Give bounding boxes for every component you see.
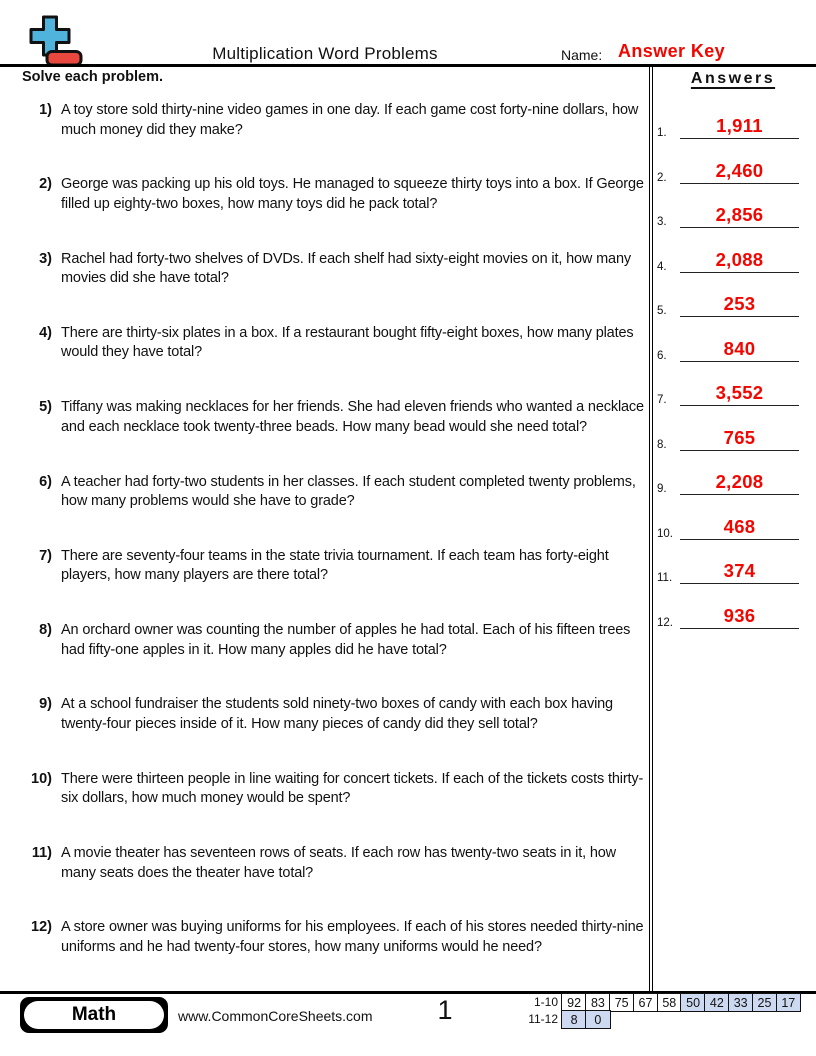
answer-value: 253	[680, 289, 799, 317]
problem-item	[21, 175, 652, 214]
problem-number: 1)	[39, 102, 52, 118]
problem-number: 2)	[39, 176, 52, 193]
header-rule	[0, 64, 816, 67]
subject-badge	[20, 997, 168, 1033]
answer-number: 8.	[657, 438, 667, 451]
answer-row	[656, 556, 804, 584]
score-cell: 17	[776, 993, 801, 1012]
answer-row	[656, 245, 804, 273]
score-cell: 42	[704, 993, 729, 1012]
problem-item	[21, 844, 652, 883]
problem-number: 8)	[39, 622, 52, 639]
problem-text: There are seventy-four teams in the state trivia tournament. If each team has forty-eight players, how many players are there total?	[61, 547, 609, 584]
instructions-text: Solve each problem.	[22, 69, 164, 85]
answer-value: 3,552	[680, 378, 799, 406]
score-cell: 75	[609, 993, 634, 1012]
problem-number: 11)	[31, 845, 52, 861]
problem-number: 4)	[39, 324, 52, 341]
answer-value: 374	[680, 556, 799, 584]
answer-row	[656, 467, 804, 495]
problem-number: 3)	[39, 250, 52, 267]
answer-number: 4.	[657, 260, 667, 273]
answers-header: Answers	[690, 70, 776, 87]
score-cell: 8	[561, 1010, 586, 1029]
problem-text: There are thirty-six plates in a box. If a restaurant bought fifty-eight boxes, how many plates would they have total?	[61, 324, 634, 361]
page-title: Multiplication Word Problems	[212, 44, 438, 63]
answer-row	[656, 200, 804, 228]
problem-text: George was packing up his old toys. He managed to squeeze thirty toys into a box. If George filled up eighty-two boxes, how many toys did he pack total?	[61, 176, 644, 212]
score-cell: 0	[585, 1010, 610, 1029]
problem-number: 12)	[31, 919, 52, 936]
answer-row	[656, 423, 804, 451]
score-cell: 50	[680, 993, 705, 1012]
problem-item	[21, 770, 652, 809]
answer-row	[656, 289, 804, 317]
answer-number: 9.	[657, 483, 667, 495]
answer-number: 1.	[657, 127, 667, 139]
answer-number: 11.	[657, 572, 673, 584]
answer-value: 2,856	[680, 200, 799, 228]
grading-score-table	[519, 993, 801, 1029]
problem-text: There were thirteen people in line waiting for concert tickets. If each of the tickets costs thirty-six dollars, how much money would be spent?	[61, 770, 644, 807]
score-cell: 83	[585, 993, 610, 1012]
problem-text: At a school fundraiser the students sold ninety-two boxes of candy with each box having twenty-four pieces inside of it. How many pieces of candy did they sell total?	[61, 696, 613, 732]
answer-row	[656, 512, 804, 540]
problem-number: 10)	[31, 770, 52, 787]
score-row-label: 11-12	[528, 1012, 558, 1027]
website-url: www.CommonCoreSheets.com	[178, 1008, 373, 1024]
score-row	[519, 993, 801, 1012]
answer-number: 3.	[657, 216, 667, 228]
problem-text: An orchard owner was counting the number of apples he had total. Each of his fifteen trees had fifty-one apples in it. How many apples did he have total?	[61, 622, 631, 658]
answer-value: 2,208	[680, 467, 799, 495]
score-cell: 25	[752, 993, 777, 1012]
problem-text: A teacher had forty-two students in her classes. If each student completed twenty problems, how many problems would she have to grade?	[61, 473, 636, 509]
problem-text: A store owner was buying uniforms for his employees. If each of his stores needed thirty-nine uniforms and he had twenty-four stores, how many uniforms would he need?	[61, 919, 644, 955]
answer-value: 2,460	[680, 156, 799, 184]
score-row	[519, 1010, 801, 1029]
problem-text: A movie theater has seventeen rows of seats. If each row has twenty-two seats in it, how many seats does the theater have total?	[61, 845, 616, 881]
problem-text: Rachel had forty-two shelves of DVDs. If each shelf had sixty-eight movies on it, how many movies did she have total?	[61, 250, 631, 287]
problem-number: 7)	[39, 547, 52, 564]
answer-value: 468	[680, 512, 799, 540]
answer-value: 936	[680, 601, 799, 629]
answer-value: 1,911	[680, 111, 799, 139]
score-cell: 92	[561, 993, 586, 1012]
answer-number: 12.	[657, 616, 673, 629]
problem-item	[21, 547, 652, 586]
score-row-label: 1-10	[533, 995, 558, 1009]
answer-row	[656, 378, 804, 406]
answer-row	[656, 156, 804, 184]
problem-text: Tiffany was making necklaces for her friends. She had eleven friends who wanted a necklace and each necklace took twenty-three beads. How many bead would she need total?	[61, 399, 644, 435]
answer-row	[656, 334, 804, 362]
answer-value: 765	[680, 423, 799, 451]
answer-number: 10.	[657, 527, 673, 540]
answer-number: 6.	[657, 349, 667, 362]
problem-item	[21, 695, 652, 734]
subject-badge-label: Math	[24, 1001, 164, 1029]
problem-item	[21, 324, 652, 363]
problem-number: 5)	[39, 399, 52, 416]
answer-value: 840	[680, 334, 799, 362]
problem-item	[21, 621, 652, 660]
score-cell: 33	[728, 993, 753, 1012]
problem-number: 9)	[39, 696, 52, 713]
problem-item	[21, 398, 652, 437]
problem-text: A toy store sold thirty-nine video games in one day. If each game cost forty-nine dollars, how much money did they make?	[61, 102, 639, 138]
answer-number: 5.	[657, 305, 667, 317]
problem-item	[21, 473, 652, 512]
answer-value: 2,088	[680, 245, 799, 273]
problem-item	[21, 918, 652, 957]
answer-row	[656, 601, 804, 629]
answer-number: 7.	[657, 394, 667, 406]
problem-item	[21, 101, 652, 140]
page-number: 1	[437, 995, 453, 1025]
name-label: Name:	[561, 47, 603, 63]
score-cell: 58	[657, 993, 682, 1012]
problem-item	[21, 250, 652, 289]
answer-row	[656, 111, 804, 139]
problem-number: 6)	[39, 473, 52, 490]
answer-key-text: Answer Key	[618, 41, 726, 61]
score-cell: 67	[633, 993, 658, 1012]
answer-number: 2.	[657, 171, 667, 184]
